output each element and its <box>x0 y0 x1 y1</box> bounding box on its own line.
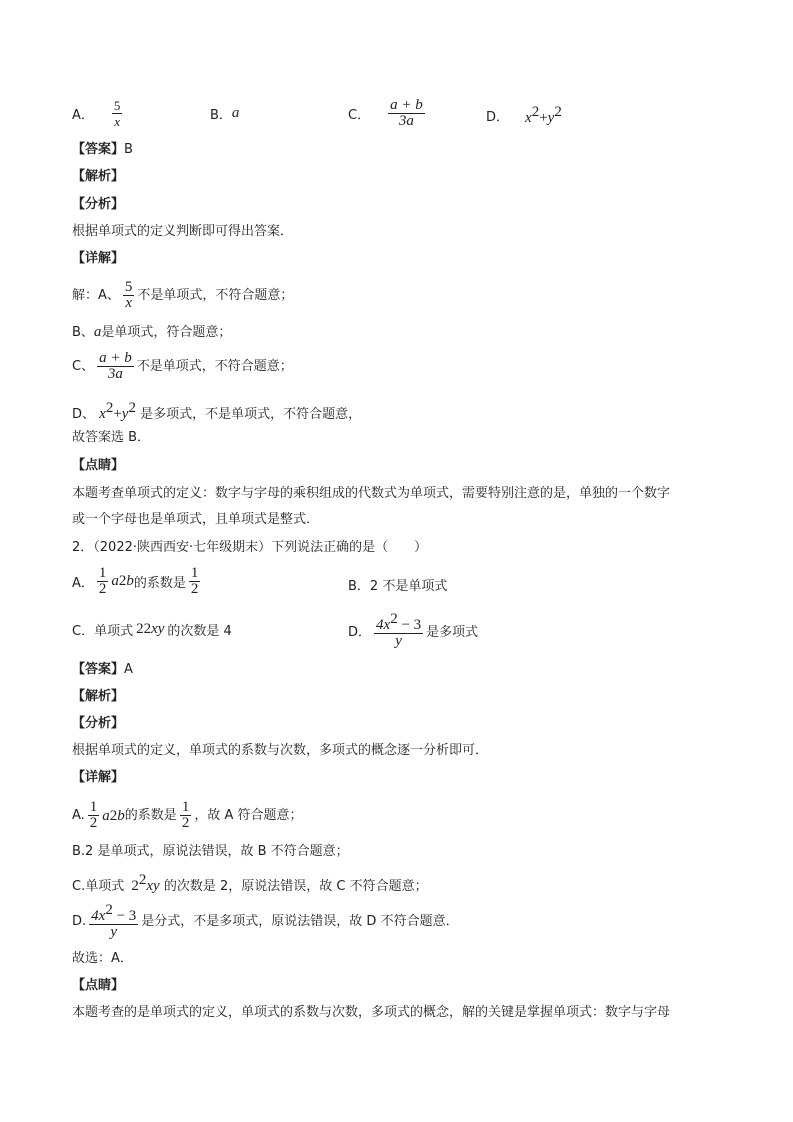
q1-analysis-tag: 【解析】 <box>72 169 125 184</box>
q2-conclusion: 故选：A． <box>72 951 133 966</box>
q1-conclusion: 故答案选 B． <box>72 430 151 445</box>
q1-detail-d: D、 $x^2+y^2$ 是多项式，不是单项式，不符合题意， <box>72 400 362 422</box>
q2-fenxi-text: 根据单项式的定义，单项式的系数与次数，多项式的概念逐一分析即可． <box>72 743 489 758</box>
fraction-5-over-x: $\frac{5}{x}$ <box>113 98 121 129</box>
q1-option-c: C． $\frac{a + b}{3a}$ <box>348 97 423 129</box>
q1-detail-c: C、 $\frac{a + b}{3a}$ 不是单项式，不符合题意； <box>72 350 293 382</box>
q2-stem: 2．（2022·陕西西安·七年级期末）下列说法正确的是（ ） <box>72 540 428 555</box>
q2-option-c: C． 单项式 2 2 xy 的次数是 4 <box>72 621 232 639</box>
q1-option-d: D． $x^2+y^2$ <box>486 104 562 126</box>
q1-option-a <box>72 98 125 129</box>
q2-detail-b: B.2 是单项式，原说法错误，故 B 不符合题意； <box>72 844 349 859</box>
q2-option-d: D． $\frac{4x^2 - 3}{y}$ 是多项式 <box>348 611 479 649</box>
q1-detail-a: 解：A、 $\frac{5}{x}$ 不是单项式，不符合题意； <box>72 279 294 311</box>
q2-fenxi-tag: 【分析】 <box>72 716 125 731</box>
q1-detail-tag: 【详解】 <box>72 251 125 266</box>
q1-fenxi-text: 根据单项式的定义判断即可得出答案． <box>72 224 294 239</box>
q2-detail-c: C.单项式 $2^2xy$ 的次数是 2，原说法错误，故 C 不符合题意； <box>72 872 428 894</box>
math-a: a <box>231 105 240 121</box>
q2-comment-line1: 本题考查的是单项式的定义，单项式的系数与次数，多项式的概念，解的关键是掌握单项式：数字与字母 <box>72 1005 671 1020</box>
option-label: A． <box>72 108 94 123</box>
q1-answer: 【答案】B <box>72 142 133 157</box>
q2-detail-tag: 【详解】 <box>72 770 125 785</box>
q2-detail-a: A. $\frac{1}{2}$ a 2 b 的系数是 $\frac{1}{2}$ ，故 A 符合题意； <box>72 799 303 831</box>
fraction-one-half: $\frac{1}{2}$ <box>181 799 190 831</box>
fraction-one-half: $\frac{1}{2}$ <box>190 565 199 597</box>
q2-detail-d: D. $\frac{4x^2 - 3}{y}$ 是分式，不是多项式，原说法错误，故 D 不符合题意． <box>72 902 459 940</box>
q1-comment-line2: 或一个字母也是单项式，且单项式是整式． <box>72 512 320 527</box>
fraction-a-plus-b-over-3a: $\frac{a + b}{3a}$ <box>390 97 423 129</box>
math-x2-plus-y2: $x^2+y^2$ <box>525 104 562 126</box>
q1-comment-line1: 本题考查单项式的定义：数字与字母的乘积组成的代数式为单项式，需要特别注意的是，单独的一个数字 <box>72 486 671 501</box>
fraction-a-plus-b-over-3a: $\frac{a + b}{3a}$ <box>99 350 132 382</box>
fraction-one-half: $\frac{1}{2}$ <box>98 565 107 597</box>
fraction-5-over-x: $\frac{5}{x}$ <box>124 279 133 311</box>
fraction-one-half: $\frac{1}{2}$ <box>89 799 98 831</box>
q2-answer: 【答案】A <box>72 662 133 677</box>
q2-analysis-tag: 【解析】 <box>72 689 125 704</box>
q1-comment-tag: 【点睛】 <box>72 458 125 473</box>
q1-option-b: B． a <box>210 105 240 123</box>
q1-detail-b: B、a是单项式，符合题意； <box>72 324 232 340</box>
q2-option-a: A． $\frac{1}{2}$ a 2 b 的系数是 $\frac{1}{2}$ <box>72 565 199 597</box>
fraction-4x2-minus-3-over-y: $\frac{4x^2 - 3}{y}$ <box>376 611 422 649</box>
q2-comment-tag: 【点睛】 <box>72 978 125 993</box>
q2-option-b: B． 2 不是单项式 <box>348 579 448 594</box>
fraction-4x2-minus-3-over-y: $\frac{4x^2 - 3}{y}$ <box>91 902 137 940</box>
q1-fenxi-tag: 【分析】 <box>72 197 125 212</box>
